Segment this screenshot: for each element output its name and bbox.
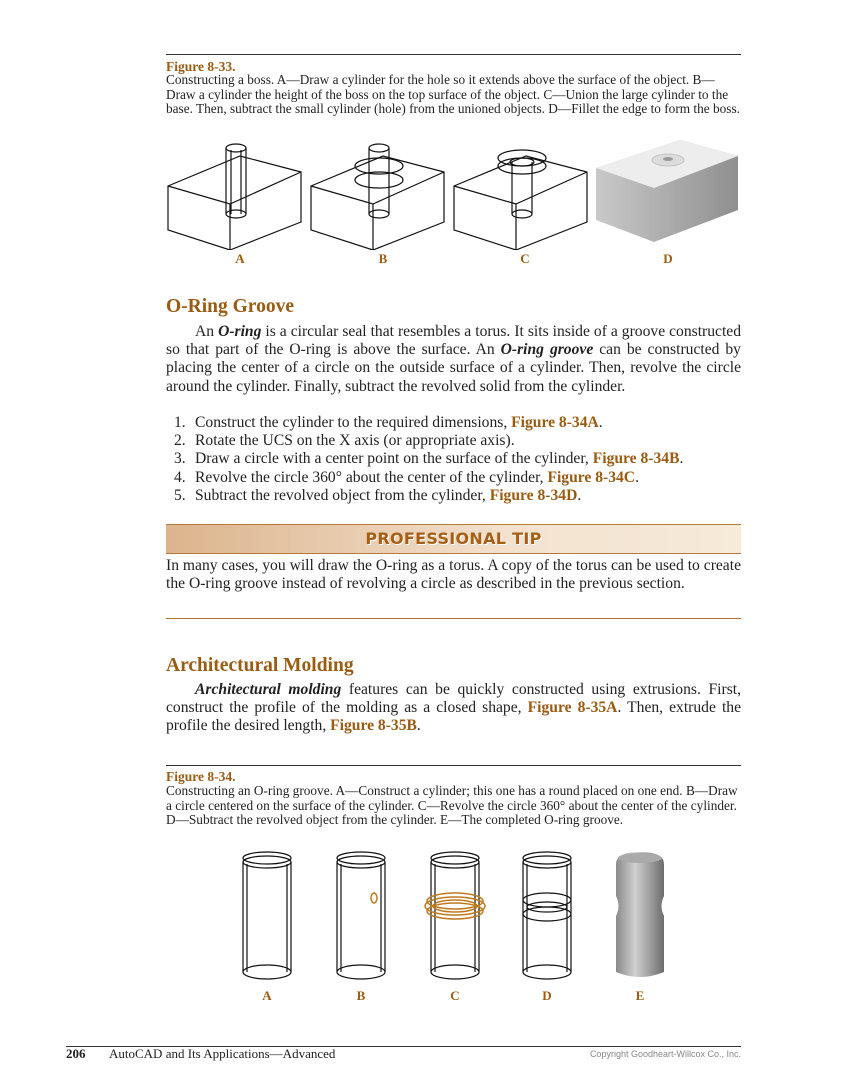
figure-top-rule (166, 54, 741, 55)
copyright-notice: Copyright Goodheart-Willcox Co., Inc. (589, 1049, 741, 1059)
term-architectural-molding: Architectural molding (195, 681, 342, 698)
text: . (577, 486, 582, 504)
step-number: 4. (174, 468, 186, 486)
molding-paragraph (166, 681, 741, 736)
text: is a circular seal that resembles a torus. It sits inside of a groove constructed so that part of the O-ring is above the surface. An (166, 323, 741, 359)
professional-tip-title: PROFESSIONAL TIP (365, 529, 542, 548)
figure-link[interactable]: Figure 8-34B (592, 450, 680, 468)
figure-8-33-title: Figure 8-33. (166, 59, 236, 74)
professional-tip-text: In many cases, you will draw the O-ring as a torus. A copy of the torus can be used to create the O-ring groove instead of revolving a circle as described in the previous section. (166, 557, 741, 593)
step-text: Rotate the UCS on the X axis (or appropriate axis). (195, 432, 515, 450)
oring-step-c-drawing (425, 852, 485, 979)
tip-bottom-rule (166, 618, 741, 619)
oring-step-a-drawing (243, 852, 291, 979)
boss-step-c-drawing (454, 150, 587, 250)
step-text: Construct the cylinder to the required dimensions, (195, 414, 512, 431)
term-oring-groove: O-ring groove (500, 341, 594, 359)
figure-8-34-label-a: A (262, 988, 272, 1003)
figure-link[interactable]: Figure 8-34A (511, 414, 599, 431)
section-heading-oring-groove: O-Ring Groove (166, 296, 295, 317)
figure-8-33-label-d: D (663, 251, 673, 266)
figure-8-33-caption: Constructing a boss. A—Draw a cylinder for the hole so it extends above the surface of the object. B—Draw a cylinder the height of the boss on the top surface of the object. C—Union the large cylinder to the base. Then, subtract the small cylinder (hole) from the unioned objects. D—Fillet the edge to form the boss. (166, 72, 740, 116)
term-oring: O-ring (218, 323, 262, 340)
oring-step-b-drawing (337, 852, 385, 979)
step-text: Subtract the revolved object from the cylinder, (195, 486, 490, 504)
text: can be constructed by placing the center of a circle on the outside surface of a cylinder. Then, revolve the circle around the cylinder. Finally, subtract the revolved solid from the cylinder. (166, 341, 741, 395)
figure-8-34-illustration (230, 848, 680, 988)
text: . (679, 450, 684, 468)
figure-8-33-illustration (160, 138, 750, 250)
figure-link[interactable]: Figure 8-35B (330, 717, 417, 735)
figure-8-34-label-e: E (635, 988, 645, 1003)
list-item (166, 450, 741, 468)
figure-8-33-label-b: B (378, 251, 388, 266)
text: . (598, 414, 603, 431)
figure-link[interactable]: Figure 8-34D (489, 486, 578, 504)
step-number: 5. (174, 486, 186, 504)
step-text: Revolve the circle 360° about the center of the cylinder, (195, 468, 548, 486)
list-item (166, 432, 741, 450)
text: . (416, 717, 421, 735)
boss-step-d-render (596, 140, 738, 242)
text: . Then, extrude the profile the desired length, (166, 699, 742, 735)
step-number: 3. (174, 450, 186, 468)
figure-link[interactable]: Figure 8-34C (547, 468, 636, 486)
figure-8-33-label-a: A (235, 251, 245, 266)
step-text: Draw a circle with a center point on the surface of the cylinder, (195, 450, 593, 468)
oring-paragraph (166, 323, 741, 396)
figure-top-rule (166, 765, 741, 766)
figure-8-34-caption: Constructing an O-ring groove. A—Construct a cylinder; this one has a round placed on one end. B—Draw a circle centered on the surface of the cylinder. C—Revolve the circle 360° about the center of the cylinder. D—Subtract the revolved object from the cylinder. E—The completed O-ring groove. (166, 783, 738, 827)
figure-8-33-label-c: C (520, 251, 530, 266)
oring-step-d-drawing (523, 852, 571, 979)
text: An (195, 323, 219, 340)
figure-8-34-label-d: D (542, 988, 552, 1003)
step-number: 2. (174, 432, 186, 450)
oring-steps-list (166, 414, 741, 505)
text: features can be quickly constructed using extrusions. First, construct the profile of the molding as a closed shape, (166, 681, 741, 717)
oring-step-e-render (616, 852, 664, 977)
list-item (166, 487, 741, 505)
boss-step-b-drawing (311, 144, 444, 250)
figure-link[interactable]: Figure 8-35A (527, 699, 618, 717)
page-number: 206 (66, 1046, 86, 1061)
figure-8-34-label-b: B (356, 988, 366, 1003)
section-heading-architectural-molding: Architectural Molding (166, 655, 354, 676)
figure-8-34-title: Figure 8-34. (166, 769, 236, 784)
list-item (166, 414, 741, 432)
text: . (635, 468, 639, 486)
figure-8-34-label-c: C (450, 988, 460, 1003)
list-item (166, 469, 741, 487)
professional-tip-header (166, 524, 741, 554)
book-title: AutoCAD and Its Applications—Advanced (109, 1046, 336, 1061)
step-number: 1. (174, 414, 186, 431)
boss-step-a-drawing (168, 144, 301, 250)
